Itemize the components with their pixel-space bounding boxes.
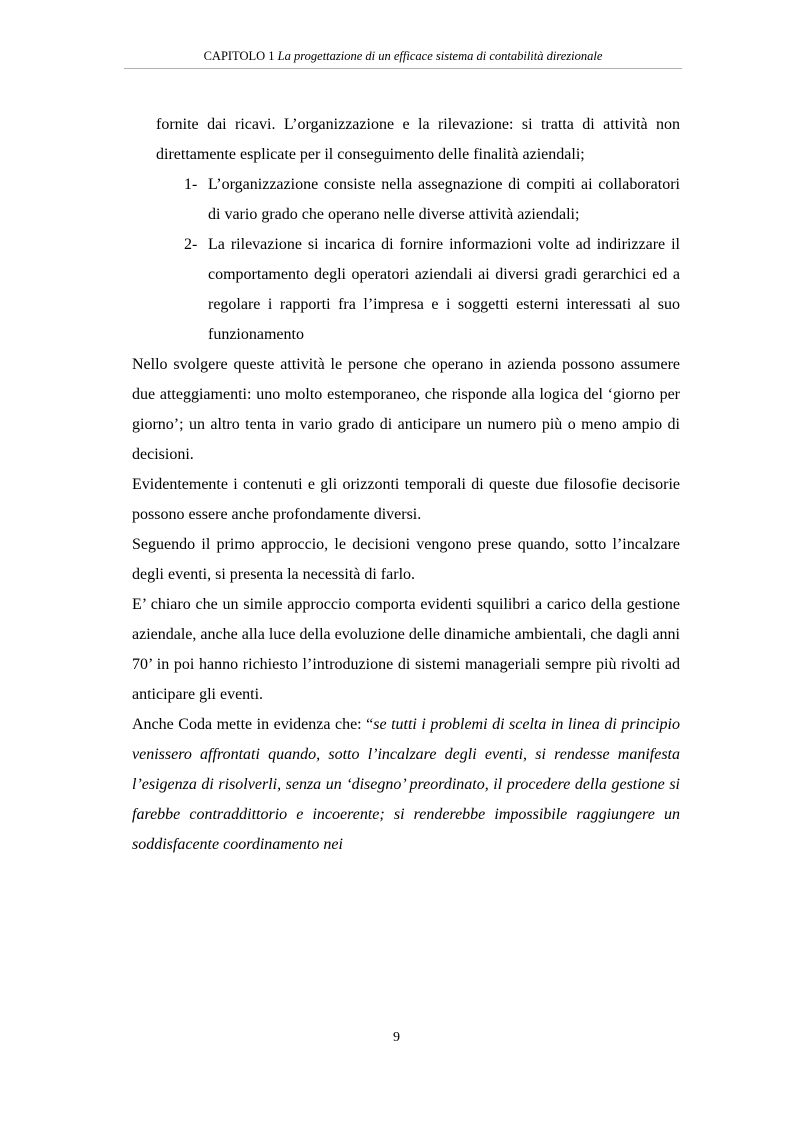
header-divider: [124, 68, 682, 69]
list-item-text: L’organizzazione consiste nella assegnazione di compiti ai collaboratori di vario grado che operano nelle diverse attività aziendali;: [208, 176, 680, 223]
chapter-label: CAPITOLO 1: [203, 49, 275, 63]
numbered-list: [132, 170, 680, 350]
quote-text: se tutti i problemi di scelta in linea di principio venissero affrontati quando, sotto l’incalzare degli eventi, si rendesse manifesta l’esigenza di risolverli, senza un ‘disegno’ preordinato, il procedere della gestione si farebbe contraddittorio e incoerente; si renderebbe impossibile raggiungere un soddisfacente coordinamento nei: [132, 716, 680, 853]
list-item-number: 1-: [184, 176, 198, 193]
paragraph: Seguendo il primo approccio, le decisioni vengono prese quando, sotto l’incalzare degli eventi, si presenta la necessità di farlo.: [132, 536, 680, 583]
intro-paragraph: fornite dai ricavi. L’organizzazione e la rilevazione: si tratta di attività non direttamente esplicate per il conseguimento delle finalità aziendali;: [156, 116, 680, 163]
chapter-title: La progettazione di un efficace sistema di contabilità direzionale: [277, 49, 603, 63]
page-body: [132, 110, 680, 860]
list-item: [184, 230, 680, 350]
paragraph: Evidentemente i contenuti e gli orizzonti temporali di queste due filosofie decisorie possono essere anche profondamente diversi.: [132, 476, 680, 523]
paragraph: E’ chiaro che un simile approccio comporta evidenti squilibri a carico della gestione aziendale, anche alla luce della evoluzione delle dinamiche ambientali, che dagli anni 70’ in poi hanno richiesto l’introduzione di sistemi manageriali sempre più rivolti ad anticipare gli eventi.: [132, 596, 680, 703]
quote-paragraph: [132, 710, 680, 860]
page-number: 9: [393, 1030, 400, 1045]
paragraph: Nello svolgere queste attività le persone che operano in azienda possono assumere due atteggiamenti: uno molto estemporaneo, che risponde alla logica del ‘giorno per giorno’; un altro tenta in vario grado di anticipare un numero più o meno ampio di decisioni.: [132, 356, 680, 463]
quote-lead: Anche Coda mette in evidenza che: “: [132, 716, 374, 733]
list-item-number: 2-: [184, 236, 198, 253]
running-header: [124, 47, 682, 65]
list-item-text: La rilevazione si incarica di fornire informazioni volte ad indirizzare il comportamento degli operatori aziendali ai diversi gradi gerarchici ed a regolare i rapporti fra l’impresa e i soggetti esterni interessati al suo funzionamento: [208, 236, 680, 343]
list-item: [184, 170, 680, 230]
